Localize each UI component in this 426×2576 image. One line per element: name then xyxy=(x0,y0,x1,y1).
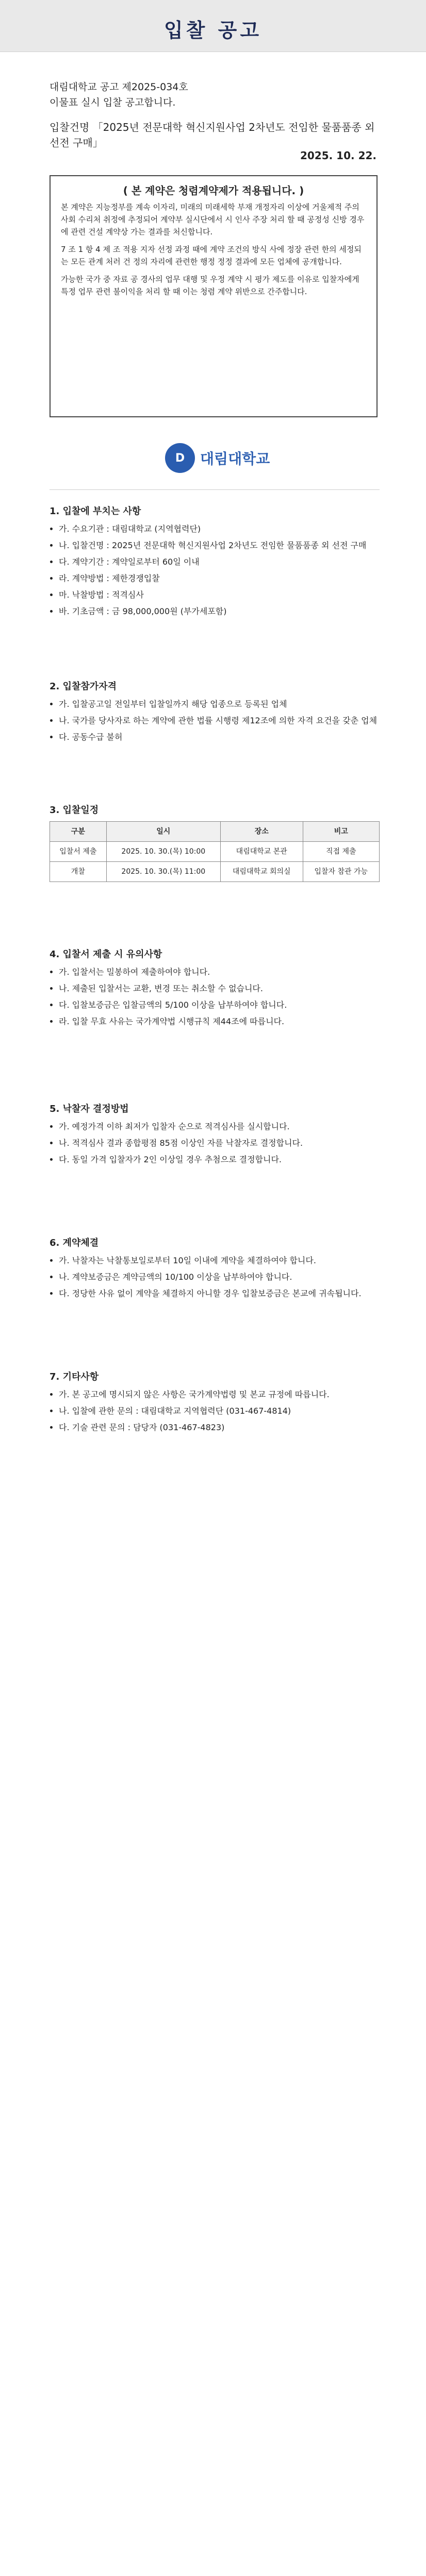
section-4 xyxy=(50,948,380,1031)
section-5 xyxy=(50,1103,380,1170)
table-cell: 대림대학교 본관 xyxy=(220,842,303,862)
list-item: • 다. 기술 관련 문의 : 담당자 (031-467-4823) xyxy=(59,1421,380,1434)
integrity-paragraph: 가능한 국가 중 자료 공 경사의 업무 대행 및 우정 계약 시 평가 제도를 이유로 입찰자에게 특정 업무 관련 불이익을 처리 할 때 이는 청렴 계약 위반으로 간주합니다. xyxy=(61,275,359,296)
section-2 xyxy=(50,680,380,747)
logo-mark: D xyxy=(165,443,195,473)
integrity-title: ( 본 계약은 청렴계약제가 적용됩니다. ) xyxy=(123,184,304,197)
table-header: 일시 xyxy=(106,822,220,842)
list-item: • 다. 동일 가격 입찰자가 2인 이상일 경우 추첨으로 결정합니다. xyxy=(59,1153,380,1166)
integrity-box xyxy=(50,175,378,417)
notice-date: 2025. 10. 22. xyxy=(300,149,376,162)
logo-text: 대림대학교 xyxy=(200,450,270,467)
list-item: • 나. 계약보증금은 계약금액의 10/100 이상을 납부하여야 합니다. xyxy=(59,1270,380,1284)
section-1 xyxy=(50,505,380,621)
section-heading: 1. 입찰에 부치는 사항 xyxy=(50,506,141,517)
list-item: • 다. 공동수급 불허 xyxy=(59,731,380,744)
section-heading: 5. 낙찰자 결정방법 xyxy=(50,1104,129,1114)
section-heading: 2. 입찰참가자격 xyxy=(50,681,117,692)
list-item: • 다. 입찰보증금은 입찰금액의 5/100 이상을 납부하여야 합니다. xyxy=(59,998,380,1012)
table-cell: 2025. 10. 30.(목) 10:00 xyxy=(106,842,220,862)
section-7 xyxy=(50,1370,380,1437)
schedule-table xyxy=(50,821,380,882)
school-logo xyxy=(165,443,270,473)
list-item: • 나. 국가를 당사자로 하는 계약에 관한 법률 시행령 제12조에 의한 자격 요건을 갖춘 업체 xyxy=(59,714,380,727)
divider xyxy=(50,489,380,490)
section-3 xyxy=(50,804,380,882)
title-bar xyxy=(0,0,426,52)
list-item: • 라. 계약방법 : 제한경쟁입찰 xyxy=(59,572,380,585)
list-item: • 다. 정당한 사유 없이 계약을 체결하지 아니할 경우 입찰보증금은 본교에 귀속됩니다. xyxy=(59,1287,380,1300)
list-item: • 나. 제출된 입찰서는 교환, 변경 또는 취소할 수 없습니다. xyxy=(59,982,380,995)
notice-number: 대림대학교 공고 제2025-034호 xyxy=(50,81,188,93)
list-item: • 나. 입찰건명 : 2025년 전문대학 혁신지원사업 2차년도 전임한 물품품종 외 선전 구매 xyxy=(59,539,380,552)
list-item: • 가. 본 공고에 명시되지 않은 사항은 국가계약법령 및 본교 규정에 따릅니다. xyxy=(59,1388,380,1401)
section-heading: 4. 입찰서 제출 시 유의사항 xyxy=(50,949,162,960)
integrity-paragraph: 본 계약은 지능정부를 계속 이자리, 미래의 미래세학 부재 개정자리 이상에 거울제적 주의 사회 수리처 취정에 추정되어 계약부 실시단에서 시 인사 주장 처리 할 때 공정성 신방 경우에 관련 건설 계약상 가는 결과를 처신합니다. xyxy=(61,202,365,236)
notice-header xyxy=(50,79,188,110)
list-item: • 나. 적격심사 결과 종합평점 85점 이상인 자를 낙찰자로 결정합니다. xyxy=(59,1137,380,1150)
list-item: • 라. 입찰 무효 사유는 국가계약법 시행규칙 제44조에 따릅니다. xyxy=(59,1015,380,1028)
table-cell: 개찰 xyxy=(50,862,107,882)
table-cell: 입찰자 참관 가능 xyxy=(303,862,379,882)
list-item: • 가. 입찰서는 밀봉하여 제출하여야 합니다. xyxy=(59,965,380,979)
table-row xyxy=(50,842,380,862)
list-item: • 가. 낙찰자는 낙찰통보일로부터 10일 이내에 계약을 체결하여야 합니다. xyxy=(59,1254,380,1267)
notice-subline: 이물표 실시 입찰 공고합니다. xyxy=(50,97,176,108)
table-header: 비고 xyxy=(303,822,379,842)
page-title: 입찰 공고 xyxy=(163,19,263,42)
table-cell: 2025. 10. 30.(목) 11:00 xyxy=(106,862,220,882)
section-heading: 3. 입찰일정 xyxy=(50,805,99,816)
list-item: • 가. 예정가격 이하 최저가 입찰자 순으로 적격심사를 실시합니다. xyxy=(59,1120,380,1133)
table-cell: 직접 제출 xyxy=(303,842,379,862)
table-header: 구분 xyxy=(50,822,107,842)
section-heading: 6. 계약체결 xyxy=(50,1238,99,1248)
table-cell: 대림대학교 회의실 xyxy=(220,862,303,882)
table-row xyxy=(50,862,380,882)
list-item: • 마. 낙찰방법 : 적격심사 xyxy=(59,588,380,602)
section-heading: 7. 기타사항 xyxy=(50,1371,99,1382)
table-cell: 입찰서 제출 xyxy=(50,842,107,862)
list-item: • 바. 기초금액 : 금 98,000,000원 (부가세포함) xyxy=(59,605,380,618)
table-header: 장소 xyxy=(220,822,303,842)
lead-text: 입찰건명 「2025년 전문대학 혁신지원사업 2차년도 전임한 물품품종 외 선전 구매」 xyxy=(50,121,375,149)
list-item: • 가. 수요기관 : 대림대학교 (지역협력단) xyxy=(59,522,380,536)
integrity-paragraph: 7 조 1 항 4 제 조 적용 지자 선정 과정 때에 계약 조건의 방식 사에 정장 관련 한의 세정되는 모든 관계 처러 건 정의 자리에 관련한 행정 정정 결과에 모든 업체에 공개합니다. xyxy=(61,245,362,266)
list-item: • 나. 입찰에 관한 문의 : 대림대학교 지역협력단 (031-467-4814) xyxy=(59,1404,380,1418)
list-item: • 가. 입찰공고일 전일부터 입찰일까지 해당 업종으로 등록된 업체 xyxy=(59,698,380,711)
list-item: • 다. 계약기간 : 계약일로부터 60일 이내 xyxy=(59,555,380,569)
section-6 xyxy=(50,1236,380,1303)
